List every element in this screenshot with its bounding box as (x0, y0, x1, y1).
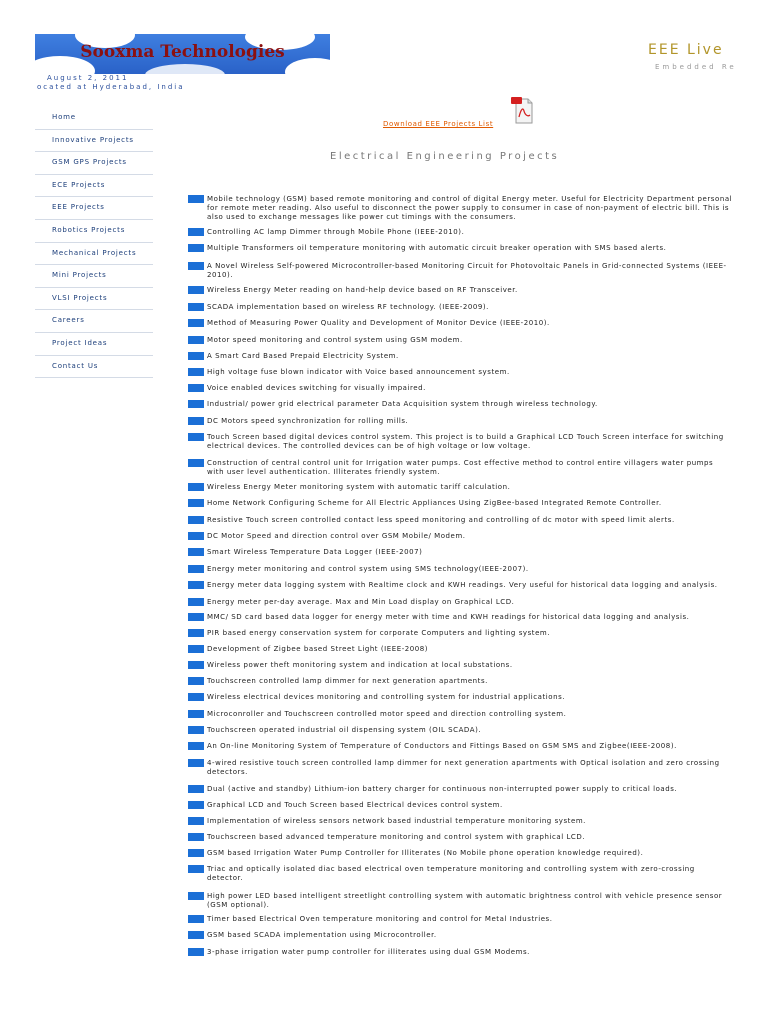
project-number-badge (188, 244, 204, 252)
project-item (188, 228, 733, 237)
nav-item-home[interactable]: Home (35, 107, 153, 130)
project-number-badge (188, 865, 204, 873)
project-number-badge (188, 368, 204, 376)
project-title: Motor speed monitoring and control system using GSM modem. (207, 336, 463, 344)
project-item (188, 548, 733, 557)
project-number-badge (188, 433, 204, 441)
project-item (188, 516, 733, 525)
project-item (188, 433, 733, 451)
project-item (188, 645, 733, 654)
project-number-badge (188, 352, 204, 360)
nav-item-ece-projects[interactable]: ECE Projects (35, 175, 153, 198)
project-item (188, 759, 733, 777)
project-number-badge (188, 613, 204, 621)
project-item (188, 931, 733, 940)
project-title: MMC/ SD card based data logger for energy meter with time and KWH readings for historical data logging and analysis. (207, 613, 690, 621)
project-title: Touch Screen based digital devices control system. This project is to build a Graphical LCD Touch Screen interface for switching electrical devices. The controlled devices can be of high voltage or low voltage. (207, 433, 724, 450)
project-title: Graphical LCD and Touch Screen based Electrical devices control system. (207, 801, 503, 809)
project-item (188, 400, 733, 409)
project-number-badge (188, 286, 204, 294)
project-title: A Novel Wireless Self-powered Microcontroller-based Monitoring Circuit for Photovoltaic Panels in Grid-connected Systems (IEEE-2010). (207, 262, 727, 279)
project-number-badge (188, 581, 204, 589)
project-title: 3-phase irrigation water pump controller for illiterates using dual GSM Modems. (207, 948, 530, 956)
project-title: An On-line Monitoring System of Temperature of Conductors and Fittings Based on GSM SMS and Zigbee(IEEE-2008). (207, 742, 677, 750)
nav-item-careers[interactable]: Careers (35, 310, 153, 333)
project-item (188, 195, 733, 222)
project-number-badge (188, 417, 204, 425)
project-number-badge (188, 629, 204, 637)
project-number-badge (188, 459, 204, 467)
site-logo-banner[interactable] (35, 34, 330, 74)
nav-item-contact-us[interactable]: Contact Us (35, 356, 153, 379)
project-title: Touchscreen based advanced temperature monitoring and control system with graphical LCD. (207, 833, 586, 841)
date-text: August 2, 2011 (47, 74, 129, 82)
project-title: Touchscreen controlled lamp dimmer for next generation apartments. (207, 677, 488, 685)
project-item (188, 849, 733, 858)
project-item (188, 384, 733, 393)
project-item (188, 319, 733, 328)
project-title: PIR based energy conservation system for corporate Computers and lighting system. (207, 629, 551, 637)
nav-item-mechanical-projects[interactable]: Mechanical Projects (35, 243, 153, 266)
project-number-badge (188, 801, 204, 809)
project-title: Home Network Configuring Scheme for All Electric Appliances Using ZigBee-based Integrated Remote Controller. (207, 499, 662, 507)
project-item (188, 417, 733, 426)
banner-title: Sooxma Technologies (80, 42, 285, 62)
project-item (188, 286, 733, 295)
project-number-badge (188, 915, 204, 923)
project-number-badge (188, 742, 204, 750)
project-title: Dual (active and standby) Lithium-ion battery charger for continuous non-interrupted power supply to critical loads. (207, 785, 678, 793)
project-title: Method of Measuring Power Quality and Development of Monitor Device (IEEE-2010). (207, 319, 550, 327)
project-item (188, 892, 733, 910)
sidebar-nav (35, 107, 153, 378)
project-title: Smart Wireless Temperature Data Logger (IEEE-2007) (207, 548, 423, 556)
project-title: Construction of central control unit for Irrigation water pumps. Cost effective method to control entire villagers water pumps with user level authentication. Illiterates friendly system. (207, 459, 714, 476)
project-item (188, 244, 733, 253)
pdf-file-icon[interactable] (510, 95, 534, 125)
project-title: High voltage fuse blown indicator with Voice based announcement system. (207, 368, 510, 376)
project-title: Wireless Energy Meter reading on hand-help device based on RF Transceiver. (207, 286, 518, 294)
project-number-badge (188, 262, 204, 270)
project-number-badge (188, 817, 204, 825)
project-title: Wireless Energy Meter monitoring system with automatic tariff calculation. (207, 483, 511, 491)
project-item (188, 262, 733, 280)
project-item (188, 710, 733, 719)
project-title: Touchscreen operated industrial oil dispensing system (OIL SCADA). (207, 726, 482, 734)
page-heading: Electrical Engineering Projects (330, 151, 560, 162)
project-item (188, 303, 733, 312)
project-title: Controlling AC lamp Dimmer through Mobile Phone (IEEE-2010). (207, 228, 465, 236)
project-number-badge (188, 892, 204, 900)
project-title: Wireless power theft monitoring system and indication at local substations. (207, 661, 513, 669)
project-title: Microconroller and Touchscreen controlled motor speed and direction controlling system. (207, 710, 567, 718)
project-number-badge (188, 645, 204, 653)
project-item (188, 613, 733, 622)
project-item (188, 483, 733, 492)
site-subtitle: Embedded Re (655, 63, 737, 71)
project-number-badge (188, 483, 204, 491)
project-number-badge (188, 565, 204, 573)
project-number-badge (188, 661, 204, 669)
project-title: A Smart Card Based Prepaid Electricity System. (207, 352, 399, 360)
project-item (188, 368, 733, 377)
project-number-badge (188, 319, 204, 327)
site-title: EEE Live (648, 42, 724, 58)
project-number-badge (188, 598, 204, 606)
project-item (188, 693, 733, 702)
project-number-badge (188, 849, 204, 857)
project-number-badge (188, 833, 204, 841)
project-title: Energy meter data logging system with Realtime clock and KWH readings. Very useful for historical data logging and analysis. (207, 581, 718, 589)
project-number-badge (188, 677, 204, 685)
project-title: Industrial/ power grid electrical parameter Data Acquisition system through wireless technology. (207, 400, 598, 408)
project-title: Energy meter per-day average. Max and Min Load display on Graphical LCD. (207, 598, 515, 606)
project-number-badge (188, 931, 204, 939)
project-title: DC Motors speed synchronization for rolling mills. (207, 417, 409, 425)
project-item (188, 677, 733, 686)
download-projects-link[interactable]: Download EEE Projects List (383, 120, 494, 128)
project-item (188, 833, 733, 842)
project-title: GSM based SCADA implementation using Microcontroller. (207, 931, 437, 939)
project-title: Timer based Electrical Oven temperature monitoring and control for Metal Industries. (207, 915, 553, 923)
project-number-badge (188, 400, 204, 408)
nav-item-project-ideas[interactable]: Project Ideas (35, 333, 153, 356)
project-title: GSM based Irrigation Water Pump Controller for Illiterates (No Mobile phone operation knowledge required). (207, 849, 644, 857)
project-item (188, 661, 733, 670)
project-number-badge (188, 228, 204, 236)
project-item (188, 865, 733, 883)
project-item (188, 915, 733, 924)
project-number-badge (188, 195, 204, 203)
project-number-badge (188, 303, 204, 311)
nav-item-vlsi-projects[interactable]: VLSI Projects (35, 288, 153, 311)
project-number-badge (188, 499, 204, 507)
project-number-badge (188, 948, 204, 956)
project-item (188, 801, 733, 810)
project-item (188, 629, 733, 638)
project-item (188, 352, 733, 361)
project-number-badge (188, 759, 204, 767)
nav-item-mini-projects[interactable]: Mini Projects (35, 265, 153, 288)
project-item (188, 532, 733, 541)
project-number-badge (188, 532, 204, 540)
location-text: ocated at Hyderabad, India (37, 83, 185, 91)
project-item (188, 581, 733, 590)
project-item (188, 948, 733, 957)
project-item (188, 817, 733, 826)
project-number-badge (188, 336, 204, 344)
project-title: DC Motor Speed and direction control over GSM Mobile/ Modem. (207, 532, 466, 540)
project-number-badge (188, 548, 204, 556)
project-item (188, 598, 733, 607)
project-title: Triac and optically isolated diac based electrical oven temperature monitoring and controlling system with zero-crossing detector. (207, 865, 695, 882)
nav-item-eee-projects[interactable]: EEE Projects (35, 197, 153, 220)
project-title: Development of Zigbee based Street Light (IEEE-2008) (207, 645, 429, 653)
nav-item-gsm-gps-projects[interactable]: GSM GPS Projects (35, 152, 153, 175)
project-number-badge (188, 516, 204, 524)
project-number-badge (188, 785, 204, 793)
project-title: SCADA implementation based on wireless RF technology. (IEEE-2009). (207, 303, 489, 311)
project-item (188, 565, 733, 574)
project-item (188, 336, 733, 345)
project-title: Mobile technology (GSM) based remote monitoring and control of digital Energy meter. Useful for Electricity Department personal for remote meter reading. Also useful to disconnect the power supply to consumer in case of non-payment of electric bill. This is also used to exchange messages like power cut timings with the consumers. (207, 195, 733, 221)
project-title: Wireless electrical devices monitoring and controlling system for industrial applications. (207, 693, 566, 701)
project-item (188, 499, 733, 508)
project-title: Implementation of wireless sensors network based industrial temperature monitoring system. (207, 817, 586, 825)
nav-item-robotics-projects[interactable]: Robotics Projects (35, 220, 153, 243)
nav-item-innovative-projects[interactable]: Innovative Projects (35, 130, 153, 153)
project-item (188, 459, 733, 477)
project-title: Multiple Transformers oil temperature monitoring with automatic circuit breaker operation with SMS based alerts. (207, 244, 667, 252)
project-item (188, 742, 733, 751)
project-number-badge (188, 726, 204, 734)
project-item (188, 726, 733, 735)
project-number-badge (188, 384, 204, 392)
project-number-badge (188, 710, 204, 718)
project-title: 4-wired resistive touch screen controlled lamp dimmer for next generation apartments with Optical isolation and zero crossing detectors. (207, 759, 720, 776)
project-number-badge (188, 693, 204, 701)
project-title: Voice enabled devices switching for visually impaired. (207, 384, 426, 392)
project-item (188, 785, 733, 794)
project-title: High power LED based intelligent streetlight controlling system with automatic brightness control with vehicle presence sensor (GSM optional). (207, 892, 723, 909)
project-title: Energy meter monitoring and control system using SMS technology(IEEE-2007). (207, 565, 529, 573)
project-title: Resistive Touch screen controlled contact less speed monitoring and controlling of dc motor with speed limit alerts. (207, 516, 675, 524)
